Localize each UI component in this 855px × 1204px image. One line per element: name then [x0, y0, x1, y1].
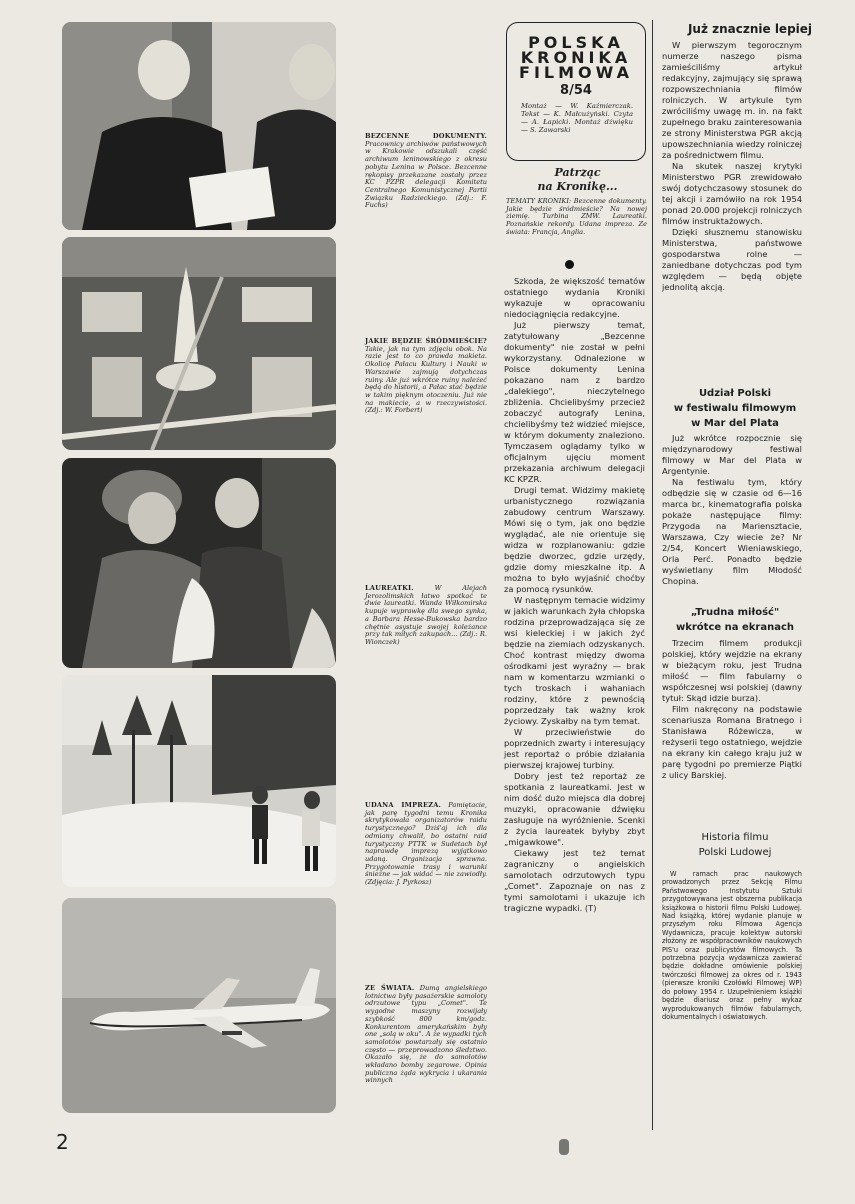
- photo-laureates-image: [62, 458, 336, 668]
- caption-text: Pamiętacie, jak parę tygodni temu Kronika skrytykowała organizatorów raidu turystycznego? Dziś'aj ich dla odmiany chwalił, bo ostatni raid turystyczny PTTK w Sudetach był naprawdę imprezą wyjątkowo udaną. Organizacja sprawna. Przygotowanie trasy i warunki śnieżne — jak widać — nie zawiodły. (Zdjęcia: J. Pyrkosz): [365, 801, 487, 887]
- heading-line: Historia filmu: [701, 832, 769, 843]
- heading-line: Udział Polski: [698, 388, 772, 399]
- article-paragraph: Dobry jest też reportaż ze spotkania z laureatkami. Jest w nim dość dużo miejsca dla dobrej muzyki, opracowanie dźwięku zasługuje na wyróżnienie. Scenki z życia laureatek byłyby zbyt „migawkowe".: [504, 771, 645, 847]
- article-rolnicze: [662, 40, 802, 293]
- photo-udana-impreza: [62, 675, 336, 887]
- caption-lead: ZE ŚWIATA.: [365, 984, 415, 992]
- caption-lead: JAKIE BĘDZIE ŚRÓDMIEŚCIE?: [365, 337, 487, 345]
- issue-number: 8/54: [560, 83, 592, 98]
- caption-lead: UDANA IMPREZA.: [365, 801, 442, 809]
- masthead-line: KRONIKA: [520, 48, 632, 67]
- caption-srodmiescie: [365, 338, 487, 415]
- article-paragraph: Na festiwalu tym, który odbędzie się w czasie od 6—16 marca br., kinematografia polska pokaże następujące filmy: Przygoda na Mariensztacie, Warszawa, Czy wiecie że? Nr 2/54, Koncert Wieniawskiego, Orla Perć. Ponadto będzie wyświetlany film Młodość Chopina.: [662, 477, 802, 586]
- photo-comet-airliner-image: [62, 898, 336, 1113]
- article-paragraph: Już pierwszy temat, zatytułowany „Bezcenne dokumenty" nie został w pełni wykorzystany. Odnalezione w Polsce dokumenty Lenina pokazano nam z bardzo „dalekiego", nieczytelnego zbliżenia. Chcielibyśmy przecież zobaczyć autografy Lenina, chcielibyśmy też widzieć miejsce, w którym dokumenty znaleziono. Tymczasem oglądamy tylko w oficjalnym ujęciu moment przekazania archiwum delegacji KC KPZR.: [504, 320, 645, 484]
- column-rule: [652, 20, 653, 1130]
- heading-line: Polski Ludowej: [698, 847, 772, 858]
- heading-mar-del-plata: [660, 386, 810, 431]
- masthead-line: POLSKA: [528, 33, 624, 52]
- caption-udana-impreza: [365, 802, 487, 887]
- article-paragraph: Dzięki słusznemu stanowisku Ministerstwa, państwowe gospodarstwa rolne — zaniedbane dotychczas pod tym względem — będą objęte jednolitą akcją.: [662, 227, 802, 292]
- heading-line: w festiwalu filmowym: [673, 403, 797, 414]
- caption-text: Dumą angielskiego lotnictwa były pasażerskie samoloty odrzutowe typu „Comet". Te wygodne maszyny rozwijały szybkość 800 km/godz. Konkurentom amerykańskim były one „solą w oku". A że wypadki tych samolotów powtarzały się ostatnio często — przeprowadzono śledztwo. Okazało się, że do samolotów wkładano bomby zegarowe. Opinia publiczna żąda wykrycia i ukarania winnych: [365, 984, 487, 1085]
- article-paragraph: Trzecim filmem produkcji polskiej, który wejdzie na ekrany w bieżącym roku, jest Trudna miłość — film fabularny o współczesnej wsi polskiej (dawny tytuł: Skąd idzie burza).: [662, 638, 802, 703]
- photo-laureatki: [62, 458, 336, 668]
- masthead-credits: Montaż — W. Kaźmierczak. Tekst — K. Małcużyński. Czyta — A. Łapicki. Montaż dźwięku — S. Zawarski: [521, 102, 633, 134]
- article-paragraph: Drugi temat. Widzimy makietę urbanistycznego rozwiązania zabudowy centrum Warszawy. Mówi się o tym, jak ono będzie wyglądać, ale nie orientuje się widza w rozplanowaniu: gdzie będzie dworzec, gdzie urzędy, gdzie domy mieszkalne itp. A można to było wyjaśnić choćby za pomocą rysunków.: [504, 485, 645, 594]
- article-paragraph: W następnym temacie widzimy w jakich warunkach żyła chłopska rodzina przeprowadzająca się ze wsi kieleckiej i w jakich żyć będzie na ziemiach odzyskanych. Choć kontrast między dwoma ośrodkami jest wyraźny — brak nam w komentarzu wzmianki o tych troskach i wahaniach rodziny, które z pewnością poprzedzały tak ważny krok życiowy. Zyskałby na tym temat.: [504, 595, 645, 726]
- caption-text: W Alejach Jerozolimskich łatwo spotkać te dwie laureatki. Wanda Wiłkomirska kupuje wyprawkę dla swego synka, a Barbara Hesse-Bukowska bardzo chętnie asystuje swojej koleżance przy tak miłych zakupach... (Zdj.: R. Wionczek): [365, 584, 487, 646]
- heading-juz-znacznie-lepiej: Już znacznie lepiej: [687, 22, 813, 36]
- caption-laureatki: [365, 585, 487, 647]
- photo-srodmiescie-makieta: [62, 237, 336, 450]
- article-historia-filmu: [662, 870, 802, 1021]
- article-paragraph: W pierwszym tegorocznym numerze naszego pisma zamieściliśmy artykuł redakcyjny, zajmujący się sprawą rozpowszechniania filmów rolniczych. W artykule tym zwróciliśmy uwagę m. in. na fakt zupełnego braku zainteresowania ze strony Ministerstwa PGR akcją upowszechniania wiedzy rolniczej za pośrednictwem filmu.: [662, 40, 802, 160]
- photo-hikers-image: [62, 675, 336, 887]
- article-paragraph: Już wkrótce rozpocznie się międzynarodowy festiwal filmowy w Mar del Plata w Argentynie.: [662, 433, 802, 476]
- kicker: [510, 166, 645, 194]
- article-paragraph: W przeciwieństwie do poprzednich zwarty i interesujący jest reportaż o próbie działania pierwszej krajowej turbiny.: [504, 727, 645, 770]
- article-paragraph: Ciekawy jest też temat zagraniczny o angielskich samolotach odrzutowych typu „Comet". Zapoznaje on nas z tymi samolotami i ukazuje ich tragiczne wypadki. (T): [504, 848, 645, 913]
- kicker-line: Patrząc: [554, 166, 601, 179]
- caption-lead: LAUREATKI.: [365, 584, 414, 592]
- masthead-box: [506, 22, 646, 161]
- caption-text: Takie, jak na tym zdjęciu obok. Na razie jest to co prawda makieta. Okolicę Pałacu Kultury i Nauki w Warszawie zajmują dotychczas ruiny. Ale już wkrótce ruiny należeć będą do historii, a Pałac stać będzie w takim pięknym otoczeniu. Już nie na makiecie, a w rzeczywistości. (Zdj.: W. Forbert): [365, 344, 487, 415]
- caption-bezcenne-dokumenty: [365, 133, 487, 210]
- caption-ze-swiata: [365, 985, 487, 1085]
- masthead-line: FILMOWA: [519, 63, 633, 82]
- kicker-line: na Kronikę...: [537, 180, 618, 193]
- photo-documents-image: [62, 22, 336, 230]
- heading-line: w Mar del Plata: [691, 418, 779, 429]
- article-mar-del-plata: [662, 433, 802, 587]
- article-paragraph: Na skutek naszej krytyki Ministerstwo PGR zrewidowało swój dotychczasowy stosunek do tej akcji i zamówiło na rok 1954 ponad 20.000 projekcji rolniczych filmów instruktażowych.: [662, 161, 802, 226]
- bullet-dot: [565, 260, 574, 269]
- print-mark: [559, 1139, 569, 1155]
- photo-city-model-image: [62, 237, 336, 450]
- caption-lead: BEZCENNE DOKUMENTY.: [365, 132, 487, 140]
- masthead-title: [507, 35, 645, 80]
- heading-line: wkrótce na ekranach: [675, 622, 795, 633]
- page-number: 2: [56, 1130, 69, 1154]
- article-paragraph: W ramach prac naukowych prowadzonych przez Sekcję Filmu Państwowego Instytutu Sztuki przygotowywana jest obszerna publikacja książkowa o historii filmu Polski Ludowej. Nad książką, której wydanie planuje w przyszłym roku Filmowa Agencja Wydawnicza, pracuje kolektyw autorski złożony ze współpracowników naukowych PIS'u oraz publicystów filmowych. Ta potrzebna pozycja wydawnicza zawierać będzie dokładne omówienie polskiej twórczości filmowej za okres od r. 1943 (pierwsze kroniki Czołówki Filmowej WP) do połowy 1954 r. Uzupełnieniem książki będzie diariusz oraz pełny wykaz wyprodukowanych filmów fabularnych, dokumentalnych i oświatowych.: [662, 870, 802, 1021]
- heading-historia-filmu: [660, 830, 810, 860]
- article-paragraph: Film nakręcony na podstawie scenariusza Romana Bratnego i Stanisława Różewicza, w reżyserii tego ostatniego, wejdzie na ekrany kin całego kraju już w parę tygodni po premierze Piątki z ulicy Barskiej.: [662, 704, 802, 780]
- photo-comet-samolot: [62, 898, 336, 1113]
- article-paragraph: Szkoda, że większość tematów ostatniego wydania Kroniki wykazuje w opracowaniu niedociągnięcia redakcyjne.: [504, 276, 645, 319]
- photo-bezcenne-dokumenty: [62, 22, 336, 230]
- topics-summary: TEMATY KRONIKI: Bezcenne dokumenty. Jakie będzie śródmieście? Na nowej ziemię. Turbina ZMW. Laureatki. Poznańskie rekordy. Udana impreza. Ze świata: Francja, Anglia.: [506, 197, 647, 236]
- main-article: [504, 276, 645, 914]
- heading-trudna-milosc: [660, 605, 810, 635]
- heading-line: „Trudna miłość": [690, 607, 780, 618]
- caption-text: Pracownicy archiwów państwowych w Krakowie odszukali część archiwum leninowskiego z okresu pobytu Lenina w Polsce. Bezcenne rękopisy przekazane zostały przez KC PZPR delegacji Komitetu Centralnego Komunistycznej Partii Związku Radzieckiego. (Zdj.: F. Fuchs): [365, 139, 487, 210]
- article-trudna-milosc: [662, 638, 802, 781]
